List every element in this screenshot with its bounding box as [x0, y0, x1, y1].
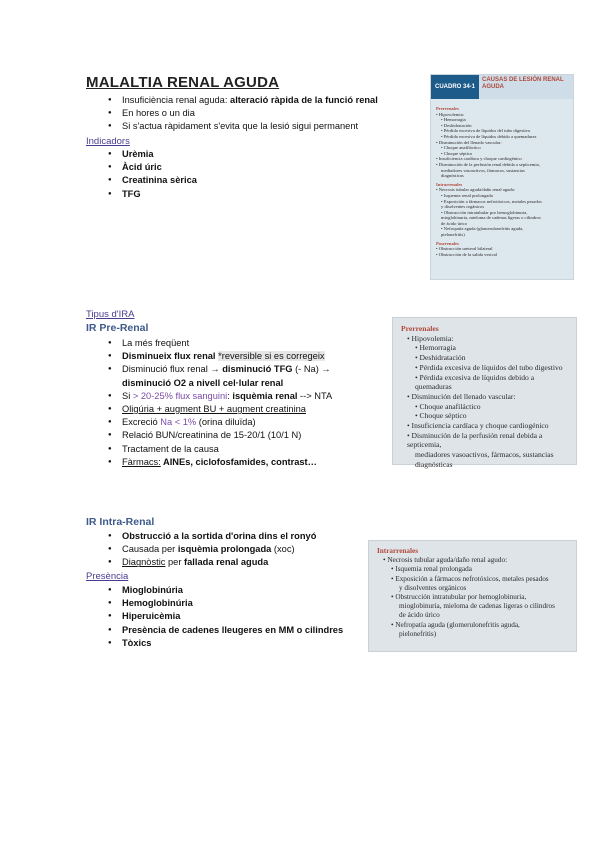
cuadro-number: CUADRO 34-1 — [431, 75, 479, 99]
book-line: • Exposición a fármacos nefrotóxicos, metales pesados — [441, 198, 542, 204]
list-item: ● Disminució flux renal → disminució TFG (- Na) → disminució O2 a nivell cel·lular renal — [108, 363, 332, 389]
book-line: mediadores vasoactivos, fármacos, sustancias — [415, 450, 554, 460]
book-line: mediadores vasoactivos, fármacos, sustancias — [441, 167, 525, 173]
intrarenal-list — [108, 530, 316, 570]
book-line: • Insuficiencia cardíaca y choque cardiogénico — [436, 156, 522, 162]
list-item: ● Àcid úric — [108, 161, 197, 174]
book-line: • Pérdida excesiva de líquidos del tubo digestivo — [415, 362, 563, 372]
book-line: pielonefritis) — [441, 232, 465, 238]
tipus-ira-label: Tipus d'IRA — [86, 309, 135, 320]
list-item: ● Relació BUN/creatinina de 15-20/1 (10/1 N) — [108, 429, 332, 442]
list-item: ● Insuficiència renal aguda: alteració ràpida de la funció renal — [108, 94, 378, 107]
book-line: • Disminución del llenado vascular: — [407, 391, 516, 401]
book-line: • Choque séptico — [441, 150, 473, 156]
prerenal-list — [108, 337, 332, 469]
book-line: • Exposición a fármacos nefrotóxicos, metales pesados — [391, 574, 549, 583]
list-item: ● Tòxics — [108, 637, 343, 650]
prerenal-heading: IR Pre-Renal — [86, 322, 149, 334]
book-line: diagnósticas — [415, 459, 453, 469]
book-line: • Disminución de la perfusión renal debida a septicemia, — [407, 430, 543, 450]
list-item: ● Diagnòstic per fallada renal aguda — [108, 556, 316, 569]
book-line: • Hemorragia — [415, 343, 456, 353]
indicadors-list — [108, 148, 197, 201]
book-line: • Disminución de la perfusión renal debida a septicemia, — [436, 161, 540, 167]
list-item: ● En hores o un dia — [108, 107, 378, 120]
book-line: • Nefropatía aguda (glomerulonefritis aguda, — [391, 620, 520, 629]
book-line: • Obstrucción de la salida vesical — [436, 251, 497, 257]
indicadors-label: Indicadors — [86, 136, 130, 147]
list-item: ● Causada per isquèmia prolongada (xoc) — [108, 543, 316, 556]
intrarrenales-body — [369, 541, 576, 645]
intrarenal-heading: IR Intra-Renal — [86, 516, 155, 528]
list-item: ● TFG — [108, 188, 197, 201]
presencia-list — [108, 584, 343, 650]
book-line: • Hipovolemia: — [407, 333, 454, 343]
book-line: • Nefropatía aguda (glomerulonefritis aguda, — [441, 226, 524, 232]
book-subheading: Intrarrenales — [377, 547, 418, 555]
book-line: mioglobinuria, mieloma de cadenas ligeras o cilindros — [441, 215, 541, 221]
cuadro-34-1-image — [430, 74, 574, 280]
list-item: ● Urèmia — [108, 148, 197, 161]
list-item: ● Obstrucció a la sortida d'orina dins el ronyó — [108, 530, 316, 543]
list-item: ● Mioglobinúria — [108, 584, 343, 597]
book-subheading: Posrrenales — [436, 240, 459, 246]
book-line: • Pérdida excesiva de líquidos debido a quemaduras — [441, 133, 537, 139]
list-item: ● Creatinina sèrica — [108, 174, 197, 187]
prerrenales-body — [393, 318, 576, 476]
book-line: • Deshidratación — [441, 122, 472, 128]
list-item: ● Oligúria + augment BU + augment creatinina — [108, 403, 332, 416]
book-subheading: Prerrenales — [436, 106, 459, 111]
book-line: • Hipovolemia: — [436, 111, 465, 117]
book-line: • Insuficiencia cardíaca y choque cardiogénico — [407, 421, 549, 431]
book-line: • Pérdida excesiva de líquidos del tubo digestivo — [441, 128, 531, 134]
book-line: y disolventes orgánicos — [399, 583, 467, 592]
list-item: ● Hiperuicèmia — [108, 610, 343, 623]
book-subheading: Intrarrenales — [436, 181, 463, 187]
book-line: mioglobinuria, mieloma de cadenas ligeras o cilindros — [399, 602, 555, 611]
book-line: • Isquemia renal prolongada — [391, 565, 472, 574]
page-title: MALALTIA RENAL AGUDA — [86, 74, 280, 91]
list-item: ● Si s'actua ràpidament s'evita que la lesió sigui permanent — [108, 120, 378, 133]
list-item: ● Si > 20-25% flux sanguini: isquèmia renal --> NTA — [108, 390, 332, 403]
list-item: ● Excreció Na < 1% (orina diluïda) — [108, 416, 332, 429]
book-line: • Choque séptico — [415, 411, 467, 421]
book-line: • Choque anafiláctico — [441, 145, 481, 151]
book-line: • Obstrucción intratubular por hemoglobinuria, — [391, 593, 527, 602]
book-line: • Obstrucción intratubular por hemoglobinuria, — [441, 209, 528, 215]
book-line: y disolventes orgánicos — [441, 204, 485, 210]
list-item: ● Hemoglobinúria — [108, 597, 343, 610]
book-line: diagnósticas — [441, 173, 464, 179]
list-item: ● La més freqüent — [108, 337, 332, 350]
book-line: • Necrosis tubular aguda/daño renal agudo: — [383, 556, 508, 565]
book-line: • Deshidratación — [415, 353, 466, 363]
cuadro-body — [431, 99, 573, 261]
cuadro-title: CAUSAS DE LESIÓN RENAL AGUDA — [479, 75, 573, 99]
list-item: ● Disminueix flux renal *reversible si es corregeix — [108, 350, 332, 363]
book-line: de ácido úrico — [399, 611, 440, 620]
book-line: • Choque anafiláctico — [415, 401, 481, 411]
list-item: ● Presència de cadenes lleugeres en MM o cilindres — [108, 624, 343, 637]
book-line: pielonefritis) — [399, 629, 437, 638]
book-subheading: Prerrenales — [401, 324, 439, 333]
book-line: • Pérdida excesiva de líquidos debido a quemaduras — [415, 372, 535, 392]
intrarrenales-image — [368, 540, 577, 652]
intro-list — [108, 94, 378, 134]
book-line: • Hemorragia — [441, 117, 466, 123]
list-item: ● Fàrmacs: AINEs, ciclofosfamides, contrast… — [108, 456, 332, 469]
book-line: de ácido úrico — [441, 220, 468, 226]
list-item: ● Tractament de la causa — [108, 443, 332, 456]
presencia-label: Presència — [86, 571, 129, 582]
book-line: • Isquemia renal prolongada — [441, 192, 493, 198]
prerrenales-image — [392, 317, 577, 469]
book-line: • Disminución del llenado vascular: — [436, 139, 502, 145]
book-line: • Obstrucción ureteral bilateral — [436, 246, 493, 252]
book-line: • Necrosis tubular aguda/daño renal agudo: — [436, 187, 516, 193]
